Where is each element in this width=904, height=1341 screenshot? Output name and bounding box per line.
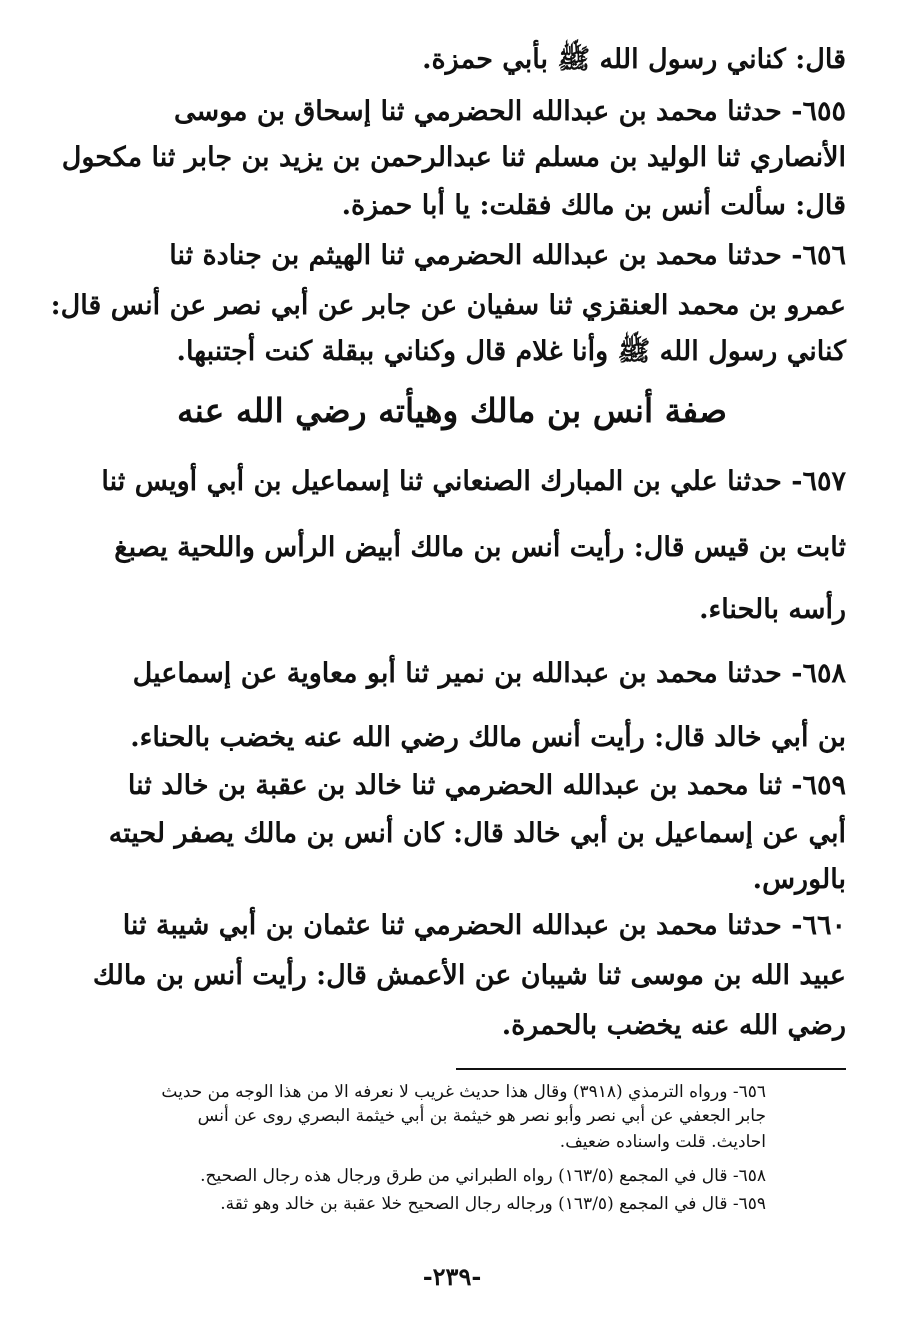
text-line: الأنصاري ثنا الوليد بن مسلم ثنا عبدالرحمن بن يزيد بن جابر ثنا مكحول xyxy=(61,142,846,173)
footnote-658: ٦٥٨- قال في المجمع (١٦٣/٥) رواه الطبراني من طرق ورجال هذه رجال الصحيح. xyxy=(200,1166,766,1186)
footnote-659: ٦٥٩- قال في المجمع (١٦٣/٥) ورجاله رجال الصحيح خلا عقبة بن خالد وهو ثقة. xyxy=(220,1194,766,1214)
section-heading: صفة أنس بن مالك وهيأته رضي الله عنه xyxy=(176,391,728,430)
text-line: بن أبي خالد قال: رأيت أنس مالك رضي الله عنه يخضب بالحناء. xyxy=(130,722,846,753)
hadith-656-line-1: ٦٥٦- حدثنا محمد بن عبدالله الحضرمي ثنا الهيثم بن جنادة ثنا xyxy=(169,240,846,271)
hadith-657-line-1: ٦٥٧- حدثنا علي بن المبارك الصنعاني ثنا إسماعيل بن أبي أويس ثنا xyxy=(101,466,846,497)
text-line: أبي عن إسماعيل بن أبي خالد قال: كان أنس بن مالك يصفر لحيته xyxy=(108,818,846,849)
text-line: عمرو بن محمد العنقزي ثنا سفيان عن جابر عن أبي نصر عن أنس قال: xyxy=(50,290,846,321)
footnote-divider xyxy=(456,1068,846,1070)
text-line: رضي الله عنه يخضب بالحمرة. xyxy=(501,1010,846,1041)
text-line: بالورس. xyxy=(752,864,846,895)
footnote-line: جابر الجعفي عن أبي نصر وأبو نصر هو خيثمة بن أبي خيثمة البصري روى عن أنس xyxy=(197,1106,766,1126)
text-line: قال: سألت أنس بن مالك فقلت: يا أبا حمزة. xyxy=(341,190,846,221)
footnote-line: احاديث. قلت واسناده ضعيف. xyxy=(559,1132,766,1152)
text-line: قال: كناني رسول الله ﷺ بأبي حمزة. xyxy=(422,44,846,75)
page-number: -٢٣٩- xyxy=(422,1262,482,1291)
text-line: عبيد الله بن موسى ثنا شيبان عن الأعمش قال: رأيت أنس بن مالك xyxy=(92,960,846,991)
hadith-658-line-1: ٦٥٨- حدثنا محمد بن عبدالله بن نمير ثنا أبو معاوية عن إسماعيل xyxy=(132,658,846,689)
hadith-659-line-1: ٦٥٩- ثنا محمد بن عبدالله الحضرمي ثنا خالد بن عقبة بن خالد ثنا xyxy=(127,770,846,801)
hadith-660-line-1: ٦٦٠- حدثنا محمد بن عبدالله الحضرمي ثنا عثمان بن أبي شيبة ثنا xyxy=(122,910,846,941)
hadith-655-line-1: ٦٥٥- حدثنا محمد بن عبدالله الحضرمي ثنا إسحاق بن موسى xyxy=(173,96,846,127)
text-line: ثابت بن قيس قال: رأيت أنس بن مالك أبيض الرأس واللحية يصبغ xyxy=(114,532,846,563)
text-line: رأسه بالحناء. xyxy=(699,594,846,625)
text-line: كناني رسول الله ﷺ وأنا غلام قال وكناني ببقلة كنت أجتنبها. xyxy=(176,336,846,367)
footnote-656-line-1: ٦٥٦- ورواه الترمذي (٣٩١٨) وقال هذا حديث غريب لا نعرفه الا من هذا الوجه من حديث xyxy=(161,1082,766,1102)
